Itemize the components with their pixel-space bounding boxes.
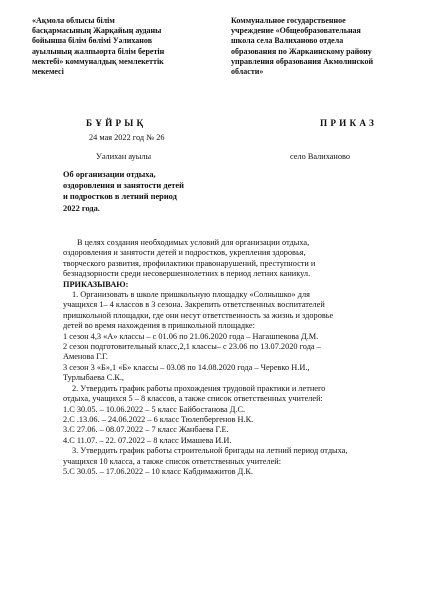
subject-line: Об организации отдыха, <box>63 170 156 179</box>
season-line: 3 сезон 3 «Б»,1 «Б» классы – 03.08 по 14.08.2020 года – Черевко Н.И., <box>63 362 310 372</box>
subject-line: и подростков в летний период <box>63 192 177 202</box>
season-line: Турлыбаева С.К., <box>63 373 124 383</box>
item-1-line: 1. Организовать в школе пришкольную площадку «Солнышко» для <box>72 290 310 300</box>
preamble-line: оздоровления и занятости детей и подростков, укрепления здоровья, <box>63 248 306 258</box>
preamble-line: В целях создания необходимых условий для организации отдыха, <box>77 238 310 247</box>
schedule-line: 5.С 30.05. – 17.06.2022 – 10 класс Кабдимажитов Д.К. <box>63 466 253 476</box>
header-right-line: области» <box>231 67 264 77</box>
header-left-line: мектебі» коммуналдық мемлекеттік <box>32 56 164 66</box>
header-right-line: учреждение «Общеобразовательная <box>231 26 361 36</box>
header-right-line: Коммунальное государственное <box>231 16 346 25</box>
header-right-line: образования по Жаркаинскому району <box>231 46 372 56</box>
header-right-line: управления образования Акмолинской <box>231 56 374 66</box>
item-3-line: учащихся 10 класса, а также список ответственных учителей: <box>63 456 282 466</box>
schedule-line: 4.С 11.07. – 22. 07.2022 – 8 класс Имашева И.И. <box>63 435 232 445</box>
header-left-line: бойынша білім бөлімі Уәлиханов <box>32 36 153 46</box>
item-1-line: детей во время нахождения в пришкольной площадке: <box>63 321 255 331</box>
order-date-number: 24 мая 2022 год № 26 <box>89 133 165 142</box>
order-subject <box>63 169 253 214</box>
place-russian: село Валиханово <box>290 152 351 161</box>
preamble-line: безнадзорности среди несовершеннолетних в период летних каникул. <box>63 269 311 279</box>
header-right-line: школа села Валиханово отдела <box>231 36 344 46</box>
order-word: ПРИКАЗЫВАЮ: <box>63 279 129 289</box>
header-left-line: «Ақмола облысы білім <box>32 16 115 25</box>
header-left-block <box>32 16 192 77</box>
schedule-line: 3.С 27.06. – 08.07.2022 – 7 класс Жанбаева Г.Е. <box>63 425 229 435</box>
schedule-line: 1.С 30.05. – 10.06.2022 – 5 класс Байбостанова Д.С. <box>63 404 246 414</box>
item-2-line: отдыха, учащихся 5 – 8 классов, а также список ответственных учителей: <box>63 394 323 404</box>
title-kazakh: БҰЙРЫҚ <box>86 118 147 128</box>
season-line: Аменова Г.Г. <box>63 352 108 362</box>
item-2-line: 2. Утвердить график работы прохождения трудовой практики и летнего <box>72 383 326 393</box>
item-1-line: учащихся 1– 4 классов в 3 сезона. Закрепить ответственных воспитателей <box>63 300 325 310</box>
title-russian: ПРИКАЗ <box>320 118 378 128</box>
place-kazakh: Уәлихан ауылы <box>96 152 152 161</box>
subject-line: 2022 года. <box>63 203 100 213</box>
subject-line: оздоровления и занятости детей <box>63 181 184 191</box>
header-right-block <box>231 16 401 77</box>
season-line: 1 сезон 4,3 «А» классы – с 01.06 по 21.06.2020 года – Нагашпекова Д.М. <box>63 331 319 341</box>
schedule-line: 2.С .13.06. – 24.06.2022 – 6 класс Тюлепбергенов Н.К. <box>63 414 254 424</box>
item-3-line: 3. Утвердить график работы строительной бригады на летний период отдыха, <box>72 446 348 456</box>
header-left-line: басқармасының Жарқайың ауданы <box>32 26 162 36</box>
header-left-line: мекемесі <box>32 67 64 77</box>
header-left-line: ауылының жалпыорта білім беретін <box>32 46 165 56</box>
preamble-line: творческого развития, профилактики правонарушений, преступности и <box>63 258 316 268</box>
season-line: 2 сезон подготовительный класс,2,1 классы– с 23.06 по 13.07.2020 года – <box>63 342 321 352</box>
order-body <box>63 238 398 477</box>
item-1-line: пришкольной площадки, где они несут ответственность за жизнь и здоровье <box>63 310 334 320</box>
